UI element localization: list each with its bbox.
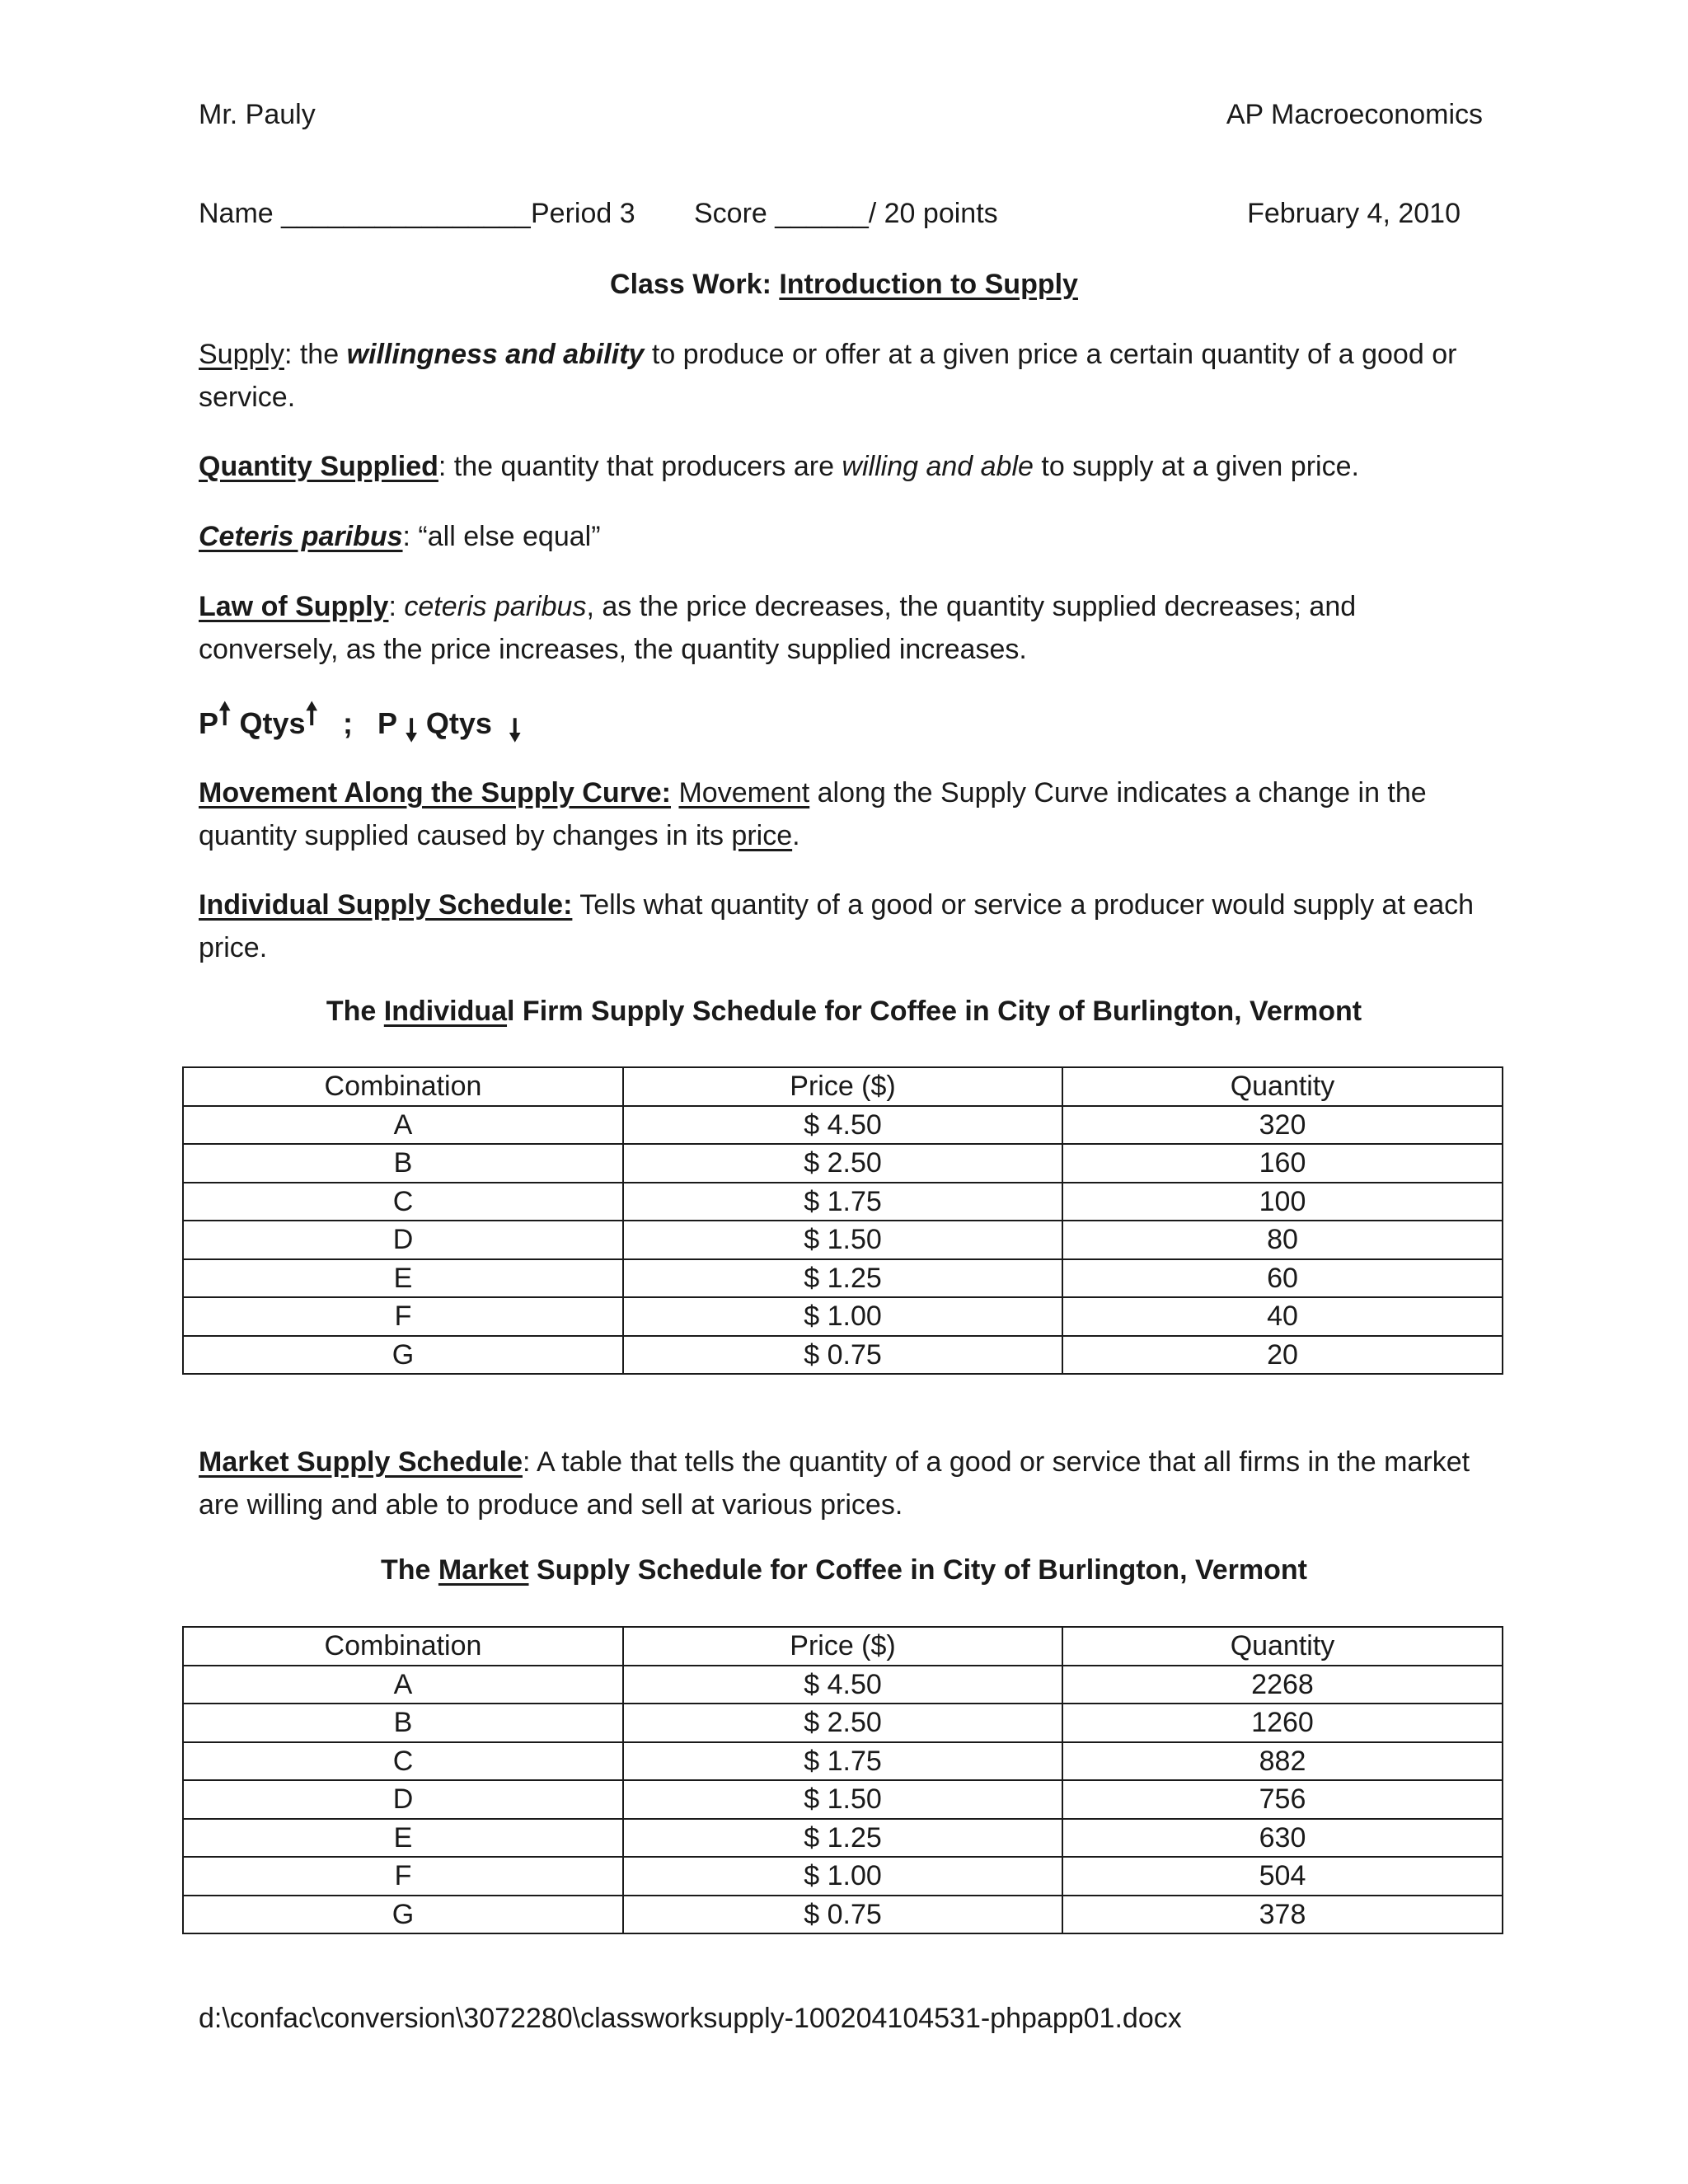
supply-term: Supply — [199, 339, 284, 370]
table-cell: 60 — [1062, 1259, 1503, 1298]
table-cell: F — [183, 1297, 623, 1336]
table-cell: 630 — [1062, 1819, 1503, 1858]
table-cell: A — [183, 1106, 623, 1145]
table-cell: $ 0.75 — [623, 1896, 1062, 1934]
table-cell: $ 1.00 — [623, 1297, 1062, 1336]
table-row — [183, 1144, 1503, 1183]
teacher-name: Mr. Pauly — [199, 99, 316, 130]
table-header-row — [183, 1627, 1503, 1666]
table-header-cell: Quantity — [1062, 1627, 1503, 1666]
arrow-down-icon: 🠗 — [508, 713, 522, 747]
law-of-supply-formula: P🠕 Qtys🠕 ; P 🠗 Qtys 🠗 — [199, 702, 521, 752]
table-row — [183, 1221, 1503, 1259]
table-cell: $ 1.75 — [623, 1742, 1062, 1781]
table-row — [183, 1666, 1503, 1704]
table-row — [183, 1780, 1503, 1819]
individual-table-title: The Individual Firm Supply Schedule for Coffee in City of Burlington, Vermont — [326, 996, 1362, 1027]
table-cell: 160 — [1062, 1144, 1503, 1183]
table-row — [183, 1259, 1503, 1298]
course-name: AP Macroeconomics — [1226, 99, 1483, 130]
table-cell: 320 — [1062, 1106, 1503, 1145]
table-cell: $ 1.50 — [623, 1221, 1062, 1259]
arrow-up-icon: 🠕 — [218, 696, 232, 730]
table-row — [183, 1819, 1503, 1858]
table-cell: 40 — [1062, 1297, 1503, 1336]
market-supply-table — [182, 1626, 1503, 1934]
table-cell: 882 — [1062, 1742, 1503, 1781]
law-of-supply-definition: Law of Supply: ceteris paribus, as the price decreases, the quantity supplied decreases; and conversely, as the price increases, the quantity supplied increases. — [199, 591, 1357, 665]
table-cell: 1260 — [1062, 1704, 1503, 1742]
individual-schedule-term: Individual Supply Schedule: — [199, 889, 573, 921]
table-cell: $ 1.25 — [623, 1259, 1062, 1298]
table-cell: E — [183, 1819, 623, 1858]
ceteris-paribus-term: Ceteris paribus — [199, 521, 403, 552]
score-label: Score — [694, 198, 767, 229]
law-of-supply-term: Law of Supply — [199, 591, 389, 622]
quantity-supplied-term: Quantity Supplied — [199, 451, 438, 482]
file-path-footer: d:\confac\conversion\3072280\classworksupply-100204104531-phpapp01.docx — [199, 2003, 1182, 2034]
period-label: Period 3 — [531, 198, 635, 229]
table-cell: 504 — [1062, 1857, 1503, 1896]
name-line — [199, 198, 531, 230]
table-cell: E — [183, 1259, 623, 1298]
name-label: Name — [199, 198, 274, 229]
table-row — [183, 1106, 1503, 1145]
table-cell: $ 0.75 — [623, 1336, 1062, 1375]
market-schedule-definition: Market Supply Schedule: A table that tells the quantity of a good or service that all firms in the market are willing and able to produce and sell at various prices. — [199, 1446, 1470, 1521]
table-cell: 378 — [1062, 1896, 1503, 1934]
score-points: / 20 points — [868, 198, 998, 229]
score-line — [694, 198, 998, 230]
table-header-cell: Price ($) — [623, 1627, 1062, 1666]
table-row — [183, 1857, 1503, 1896]
arrow-up-icon: 🠕 — [305, 696, 318, 730]
market-table-title: The Market Supply Schedule for Coffee in City of Burlington, Vermont — [381, 1554, 1307, 1586]
table-cell: C — [183, 1742, 623, 1781]
table-cell: A — [183, 1666, 623, 1704]
table-cell: B — [183, 1144, 623, 1183]
table-cell: $ 1.00 — [623, 1857, 1062, 1896]
table-cell: $ 2.50 — [623, 1144, 1062, 1183]
table-cell: 20 — [1062, 1336, 1503, 1375]
name-blank: ________________ — [281, 198, 531, 229]
supply-definition: Supply: the willingness and ability to produce or offer at a given price a certain quantity of a good or service. — [199, 339, 1457, 413]
date: February 4, 2010 — [1247, 198, 1461, 229]
table-header-cell: Combination — [183, 1067, 623, 1106]
individual-schedule-definition: Individual Supply Schedule: Tells what quantity of a good or service a producer would supply at each price. — [199, 889, 1475, 963]
table-cell: $ 1.75 — [623, 1183, 1062, 1221]
table-cell: 100 — [1062, 1183, 1503, 1221]
table-cell: 80 — [1062, 1221, 1503, 1259]
quantity-supplied-definition: Quantity Supplied: the quantity that producers are willing and able to supply at a given price. — [199, 451, 1359, 482]
table-cell: G — [183, 1896, 623, 1934]
table-header-cell: Price ($) — [623, 1067, 1062, 1106]
table-cell: $ 1.50 — [623, 1780, 1062, 1819]
table-cell: 756 — [1062, 1780, 1503, 1819]
table-cell: 2268 — [1062, 1666, 1503, 1704]
score-blank: ______ — [775, 198, 869, 229]
table-cell: C — [183, 1183, 623, 1221]
table-cell: $ 1.25 — [623, 1819, 1062, 1858]
table-cell: F — [183, 1857, 623, 1896]
table-cell: $ 2.50 — [623, 1704, 1062, 1742]
table-header-row — [183, 1067, 1503, 1106]
table-cell: G — [183, 1336, 623, 1375]
table-row — [183, 1297, 1503, 1336]
table-cell: D — [183, 1780, 623, 1819]
ceteris-paribus-definition: Ceteris paribus: “all else equal” — [199, 521, 601, 552]
page-title: Class Work: Introduction to Supply — [610, 269, 1078, 300]
table-cell: D — [183, 1221, 623, 1259]
table-row — [183, 1896, 1503, 1934]
table-row — [183, 1183, 1503, 1221]
market-schedule-term: Market Supply Schedule — [199, 1446, 523, 1478]
movement-term: Movement Along the Supply Curve: — [199, 777, 672, 808]
table-cell: B — [183, 1704, 623, 1742]
table-cell: $ 4.50 — [623, 1106, 1062, 1145]
arrow-down-icon: 🠗 — [405, 713, 418, 747]
table-row — [183, 1336, 1503, 1375]
movement-definition: Movement Along the Supply Curve: Movement along the Supply Curve indicates a change in the quantity supplied caused by changes in its price. — [199, 777, 1427, 851]
table-row — [183, 1742, 1503, 1781]
individual-supply-table — [182, 1066, 1503, 1375]
table-header-cell: Quantity — [1062, 1067, 1503, 1106]
table-cell: $ 4.50 — [623, 1666, 1062, 1704]
table-row — [183, 1704, 1503, 1742]
table-header-cell: Combination — [183, 1627, 623, 1666]
